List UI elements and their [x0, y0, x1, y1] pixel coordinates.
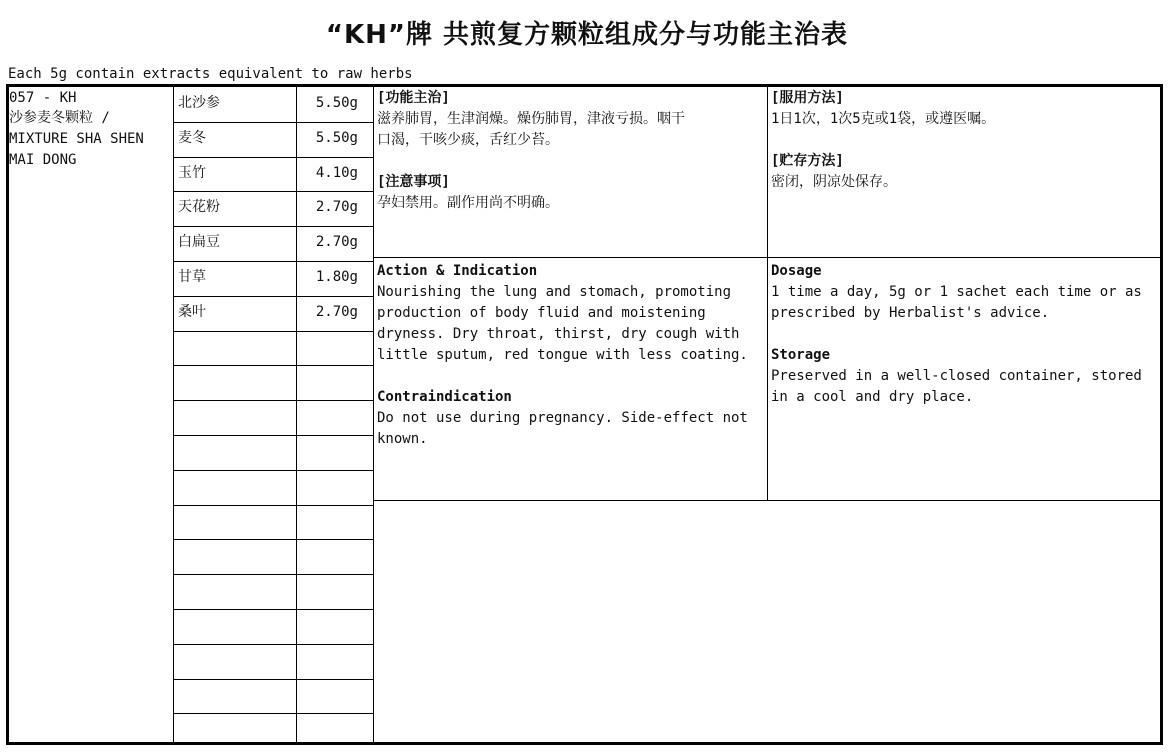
- storage-text-cn: 密闭，阴凉处保存。: [771, 174, 897, 190]
- storage-heading-en: Storage: [771, 347, 831, 363]
- contra-text-en-1: Do not use during pregnancy. Side-effect not: [377, 410, 748, 426]
- action-text-en-4: little sputum, red tongue with less coating.: [377, 347, 748, 363]
- herb-row-divider: [173, 296, 373, 297]
- herb-name: 天花粉: [178, 199, 220, 215]
- action-text-en-2: production of body fluid and moistening: [377, 305, 706, 321]
- herb-row-divider: [173, 261, 373, 262]
- dosage-text-en-1: 1 time a day, 5g or 1 sachet each time or as: [771, 284, 1142, 300]
- herb-dose: 2.70g: [315, 304, 358, 320]
- usage-text-cn: 1日1次，1次5克或1袋，或遵医嘱。: [771, 111, 996, 127]
- storage-text-en-2: in a cool and dry place.: [771, 389, 974, 405]
- action-text-en-1: Nourishing the lung and stomach, promoting: [377, 284, 732, 300]
- column-divider: [373, 87, 374, 742]
- herb-row-divider: [173, 226, 373, 227]
- caution-heading-cn: [注意事项]: [377, 174, 450, 190]
- caution-text-cn: 孕妇禁用。副作用尚不明确。: [377, 195, 559, 211]
- dosage-heading-en: Dosage: [771, 263, 822, 279]
- subtitle: Each 5g contain extracts equivalent to raw herbs: [8, 66, 413, 82]
- herb-dose: 2.70g: [315, 234, 358, 250]
- herb-row-divider: [173, 644, 373, 645]
- product-name-cn: 沙参麦冬颗粒 /: [9, 110, 110, 126]
- herb-name: 玉竹: [178, 165, 206, 181]
- herb-dose: 1.80g: [315, 269, 358, 285]
- herb-dose: 4.10g: [315, 165, 358, 181]
- storage-heading-cn: [贮存方法]: [771, 153, 844, 169]
- herb-row-divider: [173, 331, 373, 332]
- page-title: “KH”牌 共煎复方颗粒组成分与功能主治表: [325, 20, 849, 50]
- herb-row-divider: [173, 505, 373, 506]
- herb-row-divider: [173, 191, 373, 192]
- function-heading-cn: [功能主治]: [377, 90, 450, 106]
- herb-dose: 2.70g: [315, 199, 358, 215]
- herb-row-divider: [173, 679, 373, 680]
- herb-row-divider: [173, 365, 373, 366]
- contra-heading-en: Contraindication: [377, 389, 512, 405]
- usage-heading-cn: [服用方法]: [771, 90, 844, 106]
- herb-dose: 5.50g: [315, 130, 358, 146]
- herb-row-divider: [173, 122, 373, 123]
- herb-row-divider: [173, 609, 373, 610]
- product-name-en-cont: MAI DONG: [9, 152, 77, 168]
- herb-row-divider: [173, 157, 373, 158]
- contra-text-en-2: known.: [377, 431, 428, 447]
- herb-name: 甘草: [178, 269, 206, 285]
- action-text-en-3: dryness. Dry throat, thirst, dry cough with: [377, 326, 740, 342]
- herb-row-divider: [173, 435, 373, 436]
- herb-name: 北沙参: [178, 95, 220, 111]
- column-divider: [767, 87, 768, 501]
- herb-dose: 5.50g: [315, 95, 358, 111]
- herb-row-divider: [173, 713, 373, 714]
- herb-name: 麦冬: [178, 130, 206, 146]
- herb-row-divider: [173, 574, 373, 575]
- product-name-en: MIXTURE SHA SHEN: [9, 131, 144, 147]
- product-code: 057 - KH: [9, 90, 77, 106]
- row-divider: [373, 500, 1160, 501]
- storage-text-en-1: Preserved in a well-closed container, stored: [771, 368, 1142, 384]
- herb-name: 桑叶: [178, 304, 206, 320]
- herb-row-divider: [173, 470, 373, 471]
- function-text-cn: 滋养肺胃，生津润燥。燥伤肺胃，津液亏损。咽干: [377, 111, 685, 127]
- dosage-text-en-2: prescribed by Herbalist's advice.: [771, 305, 1050, 321]
- herb-name: 白扁豆: [178, 234, 220, 250]
- row-divider: [373, 257, 1160, 258]
- function-text-cn-cont: 口渴，干咳少痰，舌红少苔。: [377, 132, 559, 148]
- action-heading-en: Action & Indication: [377, 263, 538, 279]
- herb-row-divider: [173, 400, 373, 401]
- herb-row-divider: [173, 539, 373, 540]
